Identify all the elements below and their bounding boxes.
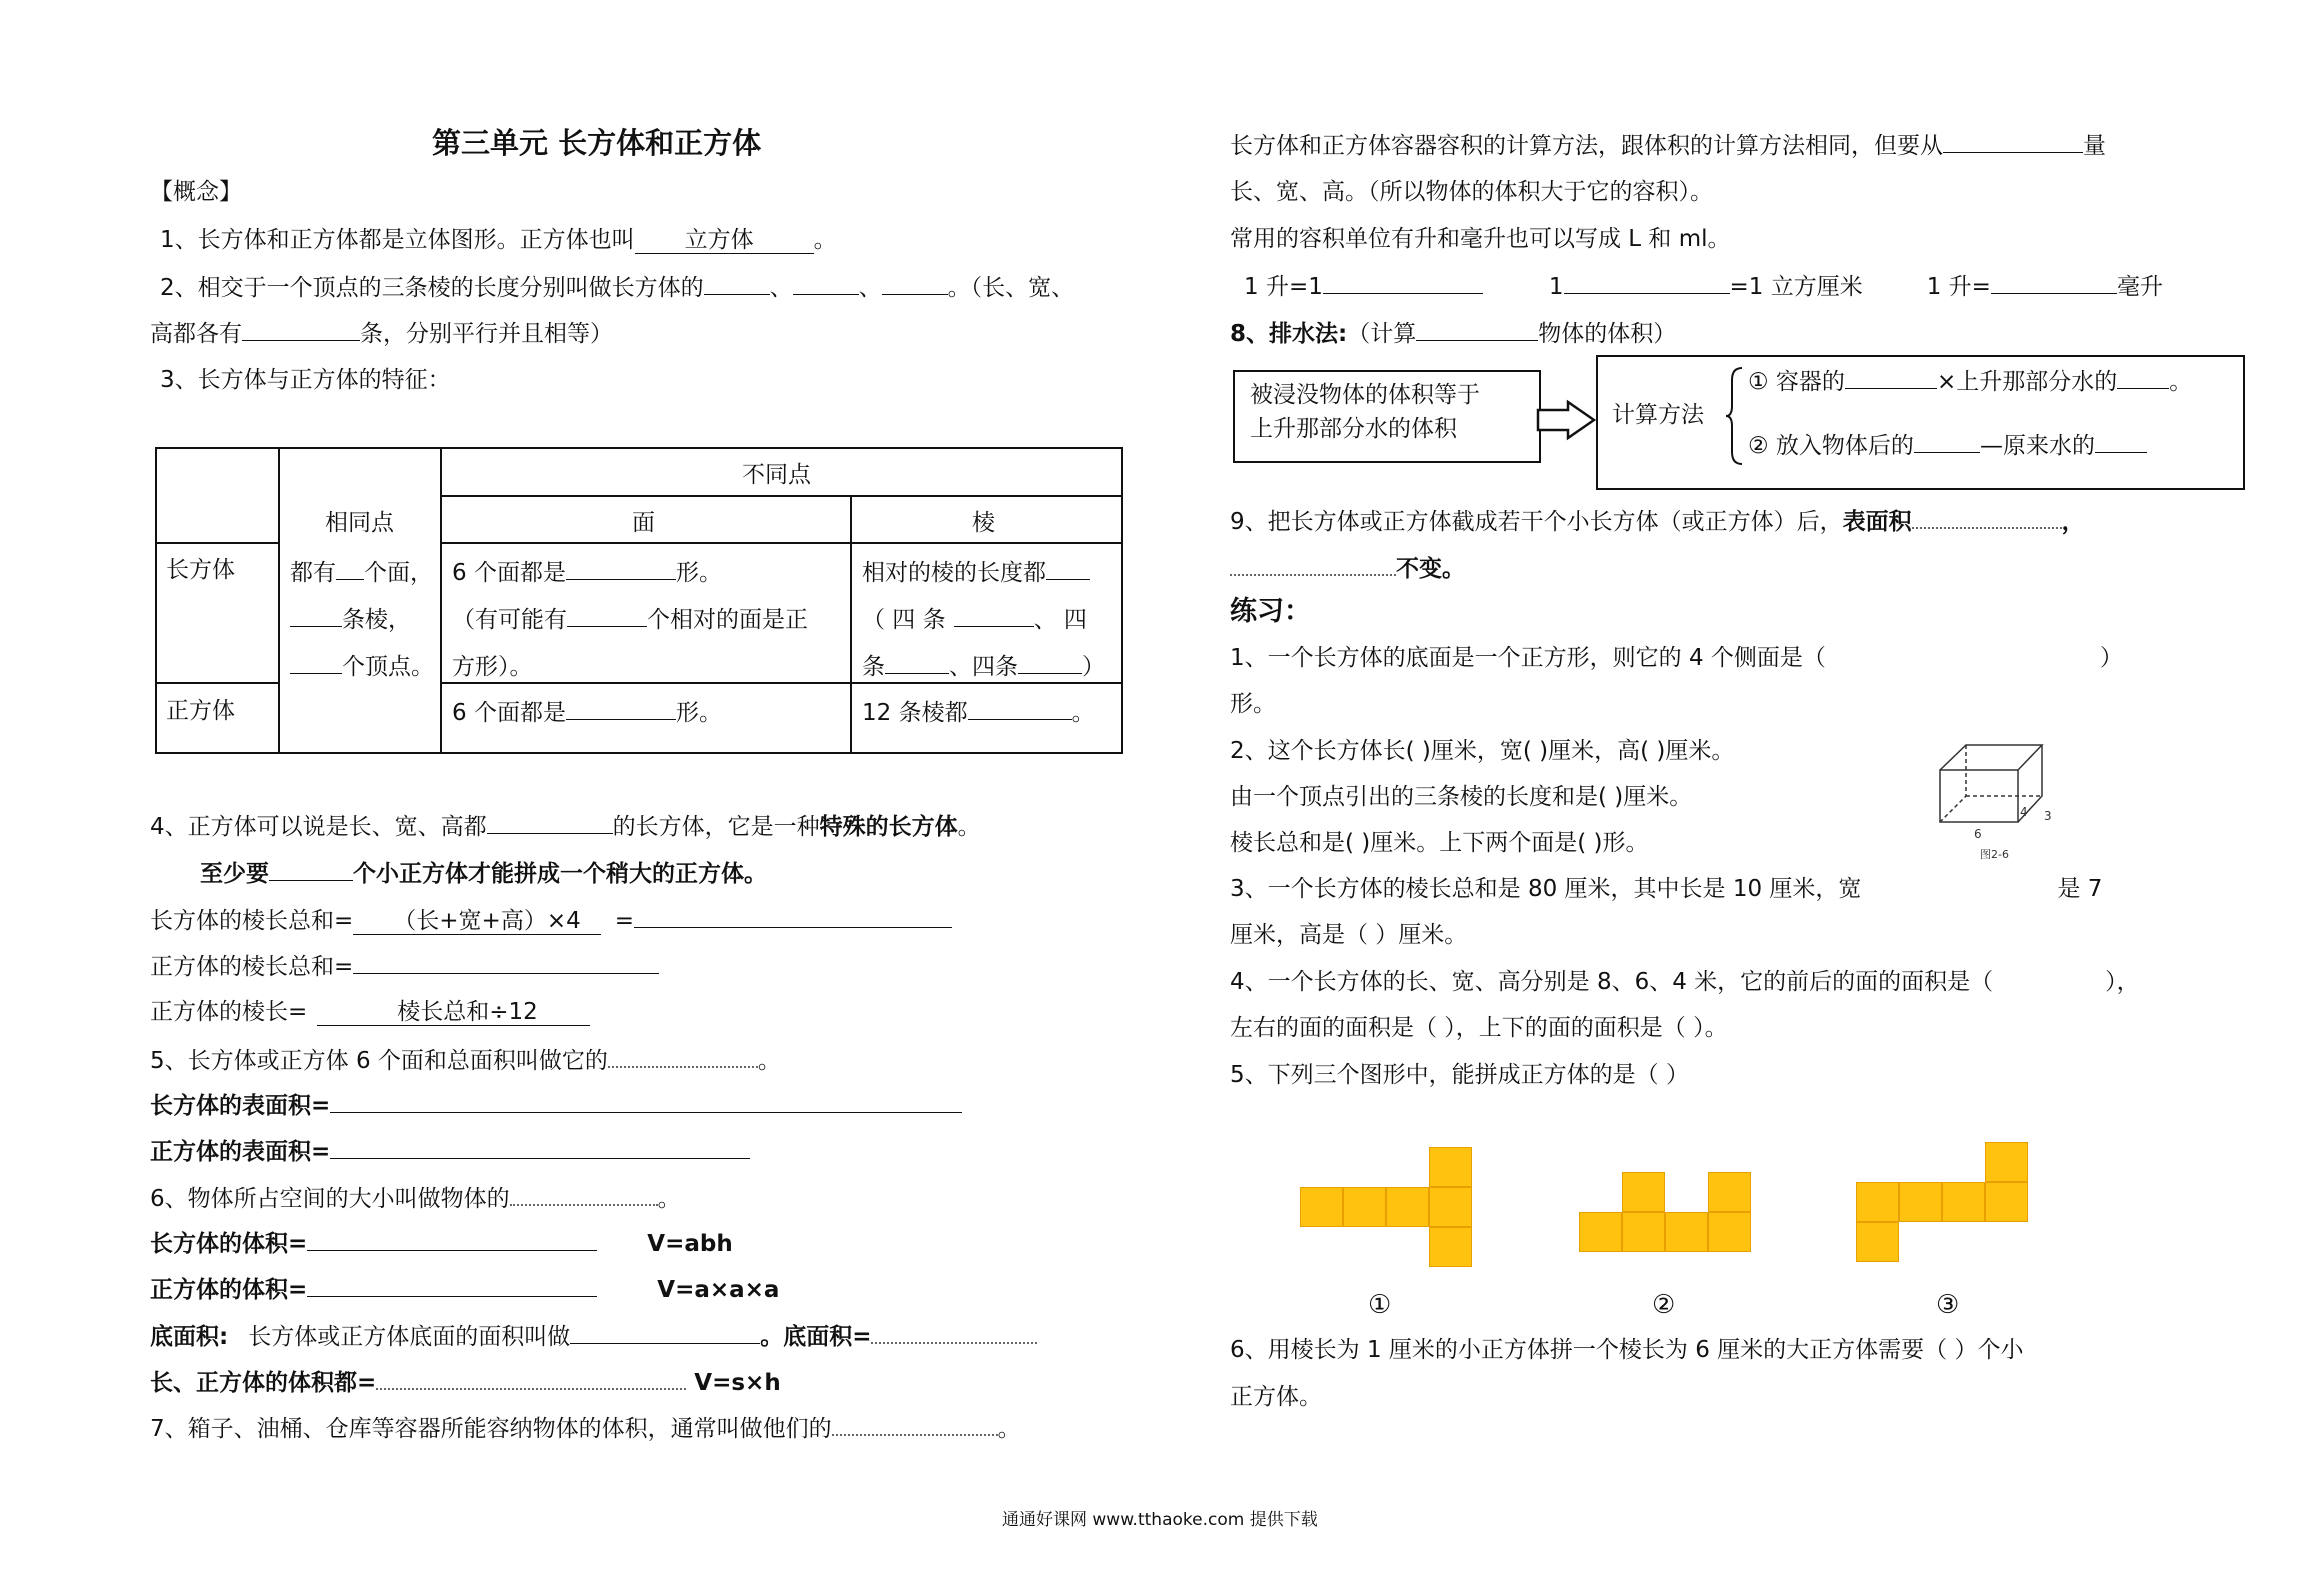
unit-conversions: 1 升=1 1 =1 立方厘米 1 升= 毫升	[1244, 271, 2163, 302]
concept-4b: 至少要 个小正方体才能拼成一个稍大的正方体。	[200, 858, 767, 889]
method-2: ② 放入物体后的 —原来水的	[1748, 430, 2147, 461]
th-diff: 不同点	[742, 462, 811, 488]
same-faces: 都有 个面，	[290, 556, 433, 590]
question-1b: 形。	[1230, 691, 1276, 717]
section-9: 9、把长方体或正方体截成若干个小长方体（或正方体）后，表面积 ，	[1230, 505, 2085, 537]
question-3: 3、一个长方体的棱长总和是 80 厘米，其中长是 10 厘米，宽 是 7	[1230, 876, 2103, 902]
box-principle-line2: 上升那部分水的体积	[1250, 416, 1457, 442]
formula-cube-edge: 正方体的棱长= 棱长总和÷12	[150, 997, 590, 1027]
cuboid-edge-1: 相对的棱的长度都	[862, 556, 1090, 590]
cube-face: 6 个面都是 形。	[452, 696, 722, 730]
concept-7: 7、箱子、油桶、仓库等容器所能容纳物体的体积，通常叫做他们的 。	[150, 1412, 1021, 1444]
fig-caption: 图2-6	[1980, 848, 2009, 861]
general-volume: 长、正方体的体积都= V=s×h	[150, 1366, 781, 1398]
question-2: 2、这个长方体长( )厘米，宽( )厘米，高( )厘米。	[1230, 738, 1735, 764]
concept-2: 2、相交于一个顶点的三条棱的长度分别叫做长方体的 、 、 。（长、宽、	[160, 272, 1074, 303]
row-cube: 正方体	[166, 698, 235, 724]
capacity-2: 长、宽、高。（所以物体的体积大于它的容积）。	[1230, 179, 1713, 205]
net-label-1: ①	[1368, 1290, 1392, 1320]
section-9b: 不变。	[1230, 552, 1465, 584]
question-6b: 正方体。	[1230, 1384, 1322, 1410]
same-vertices: 个顶点。	[290, 650, 434, 684]
cuboid-volume: 长方体的体积= V=abh	[150, 1228, 733, 1259]
concept-4: 4、正方体可以说是长、宽、高都 的长方体，它是一种特殊的长方体。	[150, 811, 981, 842]
cuboid-figure	[1930, 730, 2050, 870]
question-5: 5、下列三个图形中，能拼成正方体的是（ ）	[1230, 1062, 1689, 1088]
base-area: 底面积: 长方体或正方体底面的面积叫做 。底面积=	[150, 1320, 1037, 1352]
same-edges: 条棱，	[290, 603, 411, 637]
cuboid-face-2: （有可能有 个相对的面是正	[452, 603, 808, 637]
cuboid-surface: 长方体的表面积=	[150, 1090, 962, 1121]
net-label-3: ③	[1936, 1290, 1960, 1320]
box-principle-line1: 被浸没物体的体积等于	[1250, 382, 1480, 408]
practice-header: 练习：	[1230, 596, 1311, 627]
th-edge: 棱	[972, 510, 995, 536]
concept-2-line2: 高都各有 条，分别平行并且相等）	[150, 318, 613, 349]
left-brace-icon	[1724, 366, 1746, 466]
concept-1: 1、长方体和正方体都是立体图形。正方体也叫 立方体 。	[160, 227, 837, 253]
cuboid-face-1: 6 个面都是 形。	[452, 556, 722, 590]
concept-header: 【概念】	[150, 179, 242, 205]
concept-3: 3、长方体与正方体的特征：	[160, 367, 451, 393]
capacity-3: 常用的容积单位有升和毫升也可以写成 L 和 ml。	[1230, 226, 1731, 252]
cuboid-face-3: 方形）。	[452, 654, 533, 680]
method-label: 计算方法	[1612, 402, 1704, 428]
net-label-2: ②	[1652, 1290, 1676, 1320]
section-8: 8、排水法:（计算 物体的体积）	[1230, 318, 1676, 349]
cube-edge: 12 条棱都 。	[862, 696, 1095, 730]
fig-height: 3	[2044, 809, 2052, 823]
cuboid-edge-3: 条 、四条 ）	[862, 650, 1105, 684]
concept-6: 6、物体所占空间的大小叫做物体的 。	[150, 1182, 681, 1214]
formula-cuboid-edge: 长方体的棱长总和= （长+宽+高）×4 =	[150, 905, 952, 936]
question-6: 6、用棱长为 1 厘米的小正方体拼一个棱长为 6 厘米的大正方体需要（ ）个小	[1230, 1337, 2024, 1363]
method-1: ① 容器的 ×上升那部分水的 。	[1748, 366, 2192, 397]
cube-surface: 正方体的表面积=	[150, 1136, 750, 1167]
row-cuboid: 长方体	[166, 557, 235, 583]
formula-cube-edge-sum: 正方体的棱长总和=	[150, 951, 659, 982]
fig-length: 6	[1974, 827, 1982, 841]
capacity-1: 长方体和正方体容器容积的计算方法，跟体积的计算方法相同，但要从 量	[1230, 130, 2106, 161]
th-face: 面	[632, 510, 655, 536]
cuboid-edge-2: （ 四 条 、 四	[862, 603, 1087, 637]
question-2c: 棱长总和是( )厘米。上下两个面是( )形。	[1230, 830, 1649, 856]
concept-5: 5、长方体或正方体 6 个面和总面积叫做它的 。	[150, 1044, 781, 1076]
arrow-right-icon	[1538, 400, 1598, 440]
question-4: 4、一个长方体的长、宽、高分别是 8、6、4 米，它的前后的面的面积是（ ），	[1230, 969, 2140, 995]
question-1: 1、一个长方体的底面是一个正方形，则它的 4 个侧面是（ ）	[1230, 645, 2123, 671]
question-2b: 由一个顶点引出的三条棱的长度和是( )厘米。	[1230, 784, 1693, 810]
footer-credit: 通通好课网 www.tthaoke.com 提供下载	[1002, 1510, 1318, 1530]
question-3b: 厘米，高是（ ）厘米。	[1230, 922, 1468, 948]
th-same: 相同点	[325, 510, 394, 536]
fig-width: 4	[2020, 805, 2028, 819]
page-title: 第三单元 长方体和正方体	[432, 126, 762, 160]
question-4b: 左右的面的面积是（ ），上下的面的面积是（ ）。	[1230, 1015, 1728, 1041]
cube-volume: 正方体的体积= V=a×a×a	[150, 1274, 779, 1305]
